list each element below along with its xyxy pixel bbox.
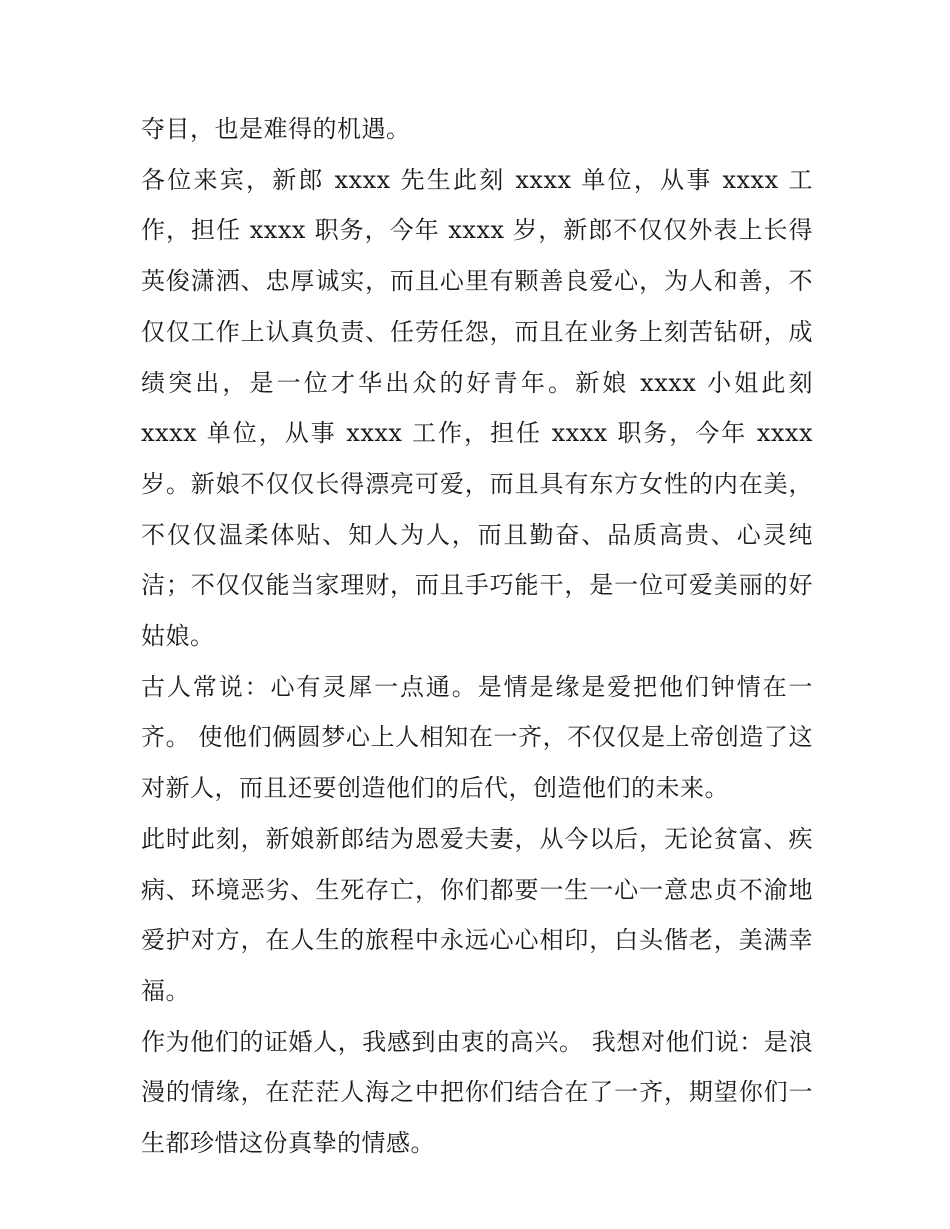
paragraph-continuation: 夺目，也是难得的机遇。	[141, 115, 411, 143]
paragraph-ancient-saying: 古人常说：心有灵犀一点通。是情是缘是爱把他们钟情在一齐。 使他们俩圆梦心上人相知在一齐，不仅仅是上帝创造了这对新人，而且还要创造他们的后代，创造他们的未来。	[141, 672, 813, 803]
paragraph-introduction: 各位来宾，新郎 xxxx 先生此刻 xxxx 单位，从事 xxxx 工作，担任 xxxx 职务，今年 xxxx 岁，新郎不仅仅外表上长得英俊潇洒、忠厚诚实，而且心里有颗善良爱心，为人和善，不仅仅工作上认真负责、任劳任怨，而且在业务上刻苦钻研，成绩突出，是一位才华出众的好青年。新娘 xxxx 小姐此刻 xxxx 单位，从事 xxxx 工作，担任 xxxx 职务，今年 xxxx 岁。新娘不仅仅长得漂亮可爱，而且具有东方女性的内在美，不仅仅温柔体贴、知人为人，而且勤奋、品质高贵、心灵纯洁；不仅仅能当家理财，而且手巧能干，是一位可爱美丽的好姑娘。	[141, 165, 813, 651]
document-body	[141, 104, 813, 1169]
paragraph-officiant-wishes: 作为他们的证婚人，我感到由衷的高兴。 我想对他们说：是浪漫的情缘，在茫茫人海之中把你们结合在了一齐，期望你们一生都珍惜这份真挚的情感。	[141, 1027, 813, 1158]
paragraph-vows: 此时此刻，新娘新郎结为恩爱夫妻，从今以后，无论贫富、疾病、环境恶劣、生死存亡，你们都要一生一心一意忠贞不渝地爱护对方，在人生的旅程中永远心心相印，白头偕老，美满幸福。	[141, 824, 813, 1005]
